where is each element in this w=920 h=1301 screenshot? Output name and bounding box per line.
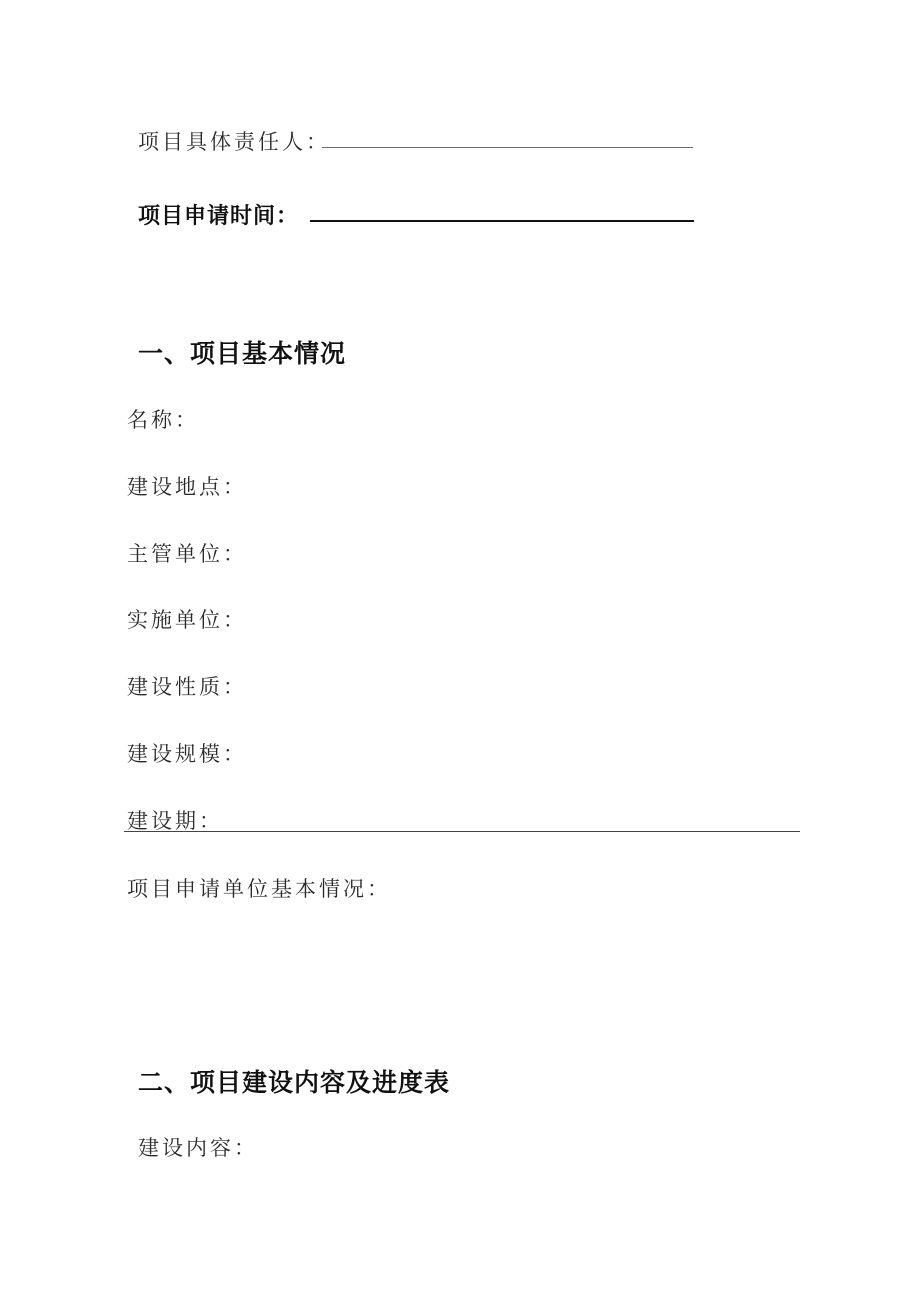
application-time-underline[interactable]: [310, 220, 694, 222]
field-content-label: 建设内容：: [138, 1136, 258, 1160]
responsible-person-underline[interactable]: [322, 147, 693, 148]
field-nature-label: 建设性质：: [127, 675, 247, 699]
field-name-label: 名称：: [127, 408, 199, 432]
period-underline[interactable]: [124, 831, 800, 832]
field-period-label: 建设期：: [127, 809, 223, 833]
section2-heading: 二、项目建设内容及进度表: [138, 1068, 451, 1097]
field-implementer-label: 实施单位：: [127, 608, 247, 632]
field-supervisor-label: 主管单位：: [127, 542, 247, 566]
field-applicant-info-label: 项目申请单位基本情况：: [127, 877, 391, 901]
section1-heading: 一、项目基本情况: [138, 339, 347, 368]
responsible-person-label: 项目具体责任人：: [138, 130, 330, 154]
application-time-label: 项目申请时间：: [138, 204, 300, 229]
field-location-label: 建设地点：: [127, 475, 247, 499]
field-scale-label: 建设规模：: [127, 742, 247, 766]
